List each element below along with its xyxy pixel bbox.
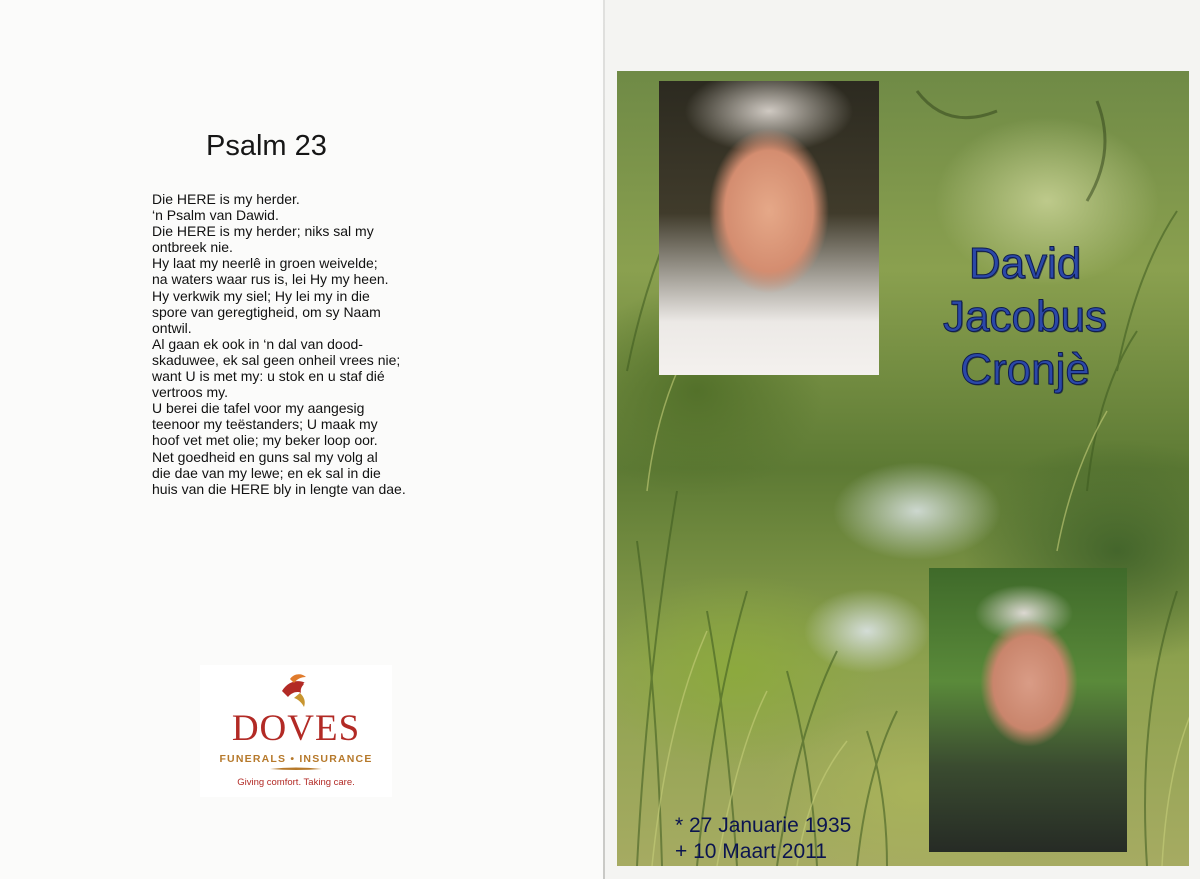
psalm-line: Net goedheid en guns sal my volg al [152, 448, 378, 465]
psalm-line: U berei die tafel voor my aangesig [152, 400, 365, 417]
logo-tagline: FUNERALS • INSURANCE [219, 753, 373, 765]
psalm-line: vertroos my. [152, 384, 228, 401]
psalm-line: ontwil. [152, 319, 192, 336]
psalm-line: ‘n Psalm van Dawid. [152, 207, 279, 224]
doves-logo [200, 665, 392, 797]
psalm-line: hoof vet met olie; my beker loop oor. [152, 432, 378, 449]
psalm-text [152, 191, 442, 497]
logo-brand: DOVES [231, 708, 361, 749]
psalm-line: Die HERE is my herder; niks sal my [152, 223, 374, 240]
psalm-line: Al gaan ek ook in ‘n dal van dood- [152, 335, 363, 352]
outdoor-portrait-photo [929, 568, 1127, 852]
birth-date: * 27 Januarie 1935 [675, 814, 852, 837]
psalm-line: ontbreek nie. [152, 239, 233, 256]
psalm-line: Die HERE is my herder. [152, 191, 300, 207]
portrait-photo [659, 81, 879, 375]
name-last: Cronjè [960, 345, 1090, 394]
psalm-line: want U is met my: u stok en u staf dié [152, 368, 385, 385]
psalm-line: teenoor my teëstanders; U maak my [152, 416, 378, 433]
name-first: David [968, 239, 1082, 288]
dates [675, 813, 851, 865]
logo-slogan: Giving comfort. Taking care. [237, 777, 355, 788]
divider [270, 767, 322, 771]
psalm-line: die dae van my lewe; en ek sal in die [152, 464, 381, 481]
psalm-title: Psalm 23 [206, 130, 327, 162]
name-middle: Jacobus [943, 292, 1107, 341]
dove-icon [276, 671, 316, 709]
death-date: + 10 Maart 2011 [675, 840, 827, 863]
psalm-line: na waters waar rus is, lei Hy my heen. [152, 271, 389, 288]
psalm-line: skaduwee, ek sal geen onheil vrees nie; [152, 351, 401, 368]
psalm-line: huis van die HERE bly in lengte van dae. [152, 480, 406, 497]
psalm-line: Hy laat my neerlê in groen weivelde; [152, 255, 378, 272]
psalm-line: Hy verkwik my siel; Hy lei my in die [152, 287, 370, 304]
cover-panel [617, 71, 1189, 866]
psalm-line: spore van geregtigheid, om sy Naam [152, 303, 381, 320]
